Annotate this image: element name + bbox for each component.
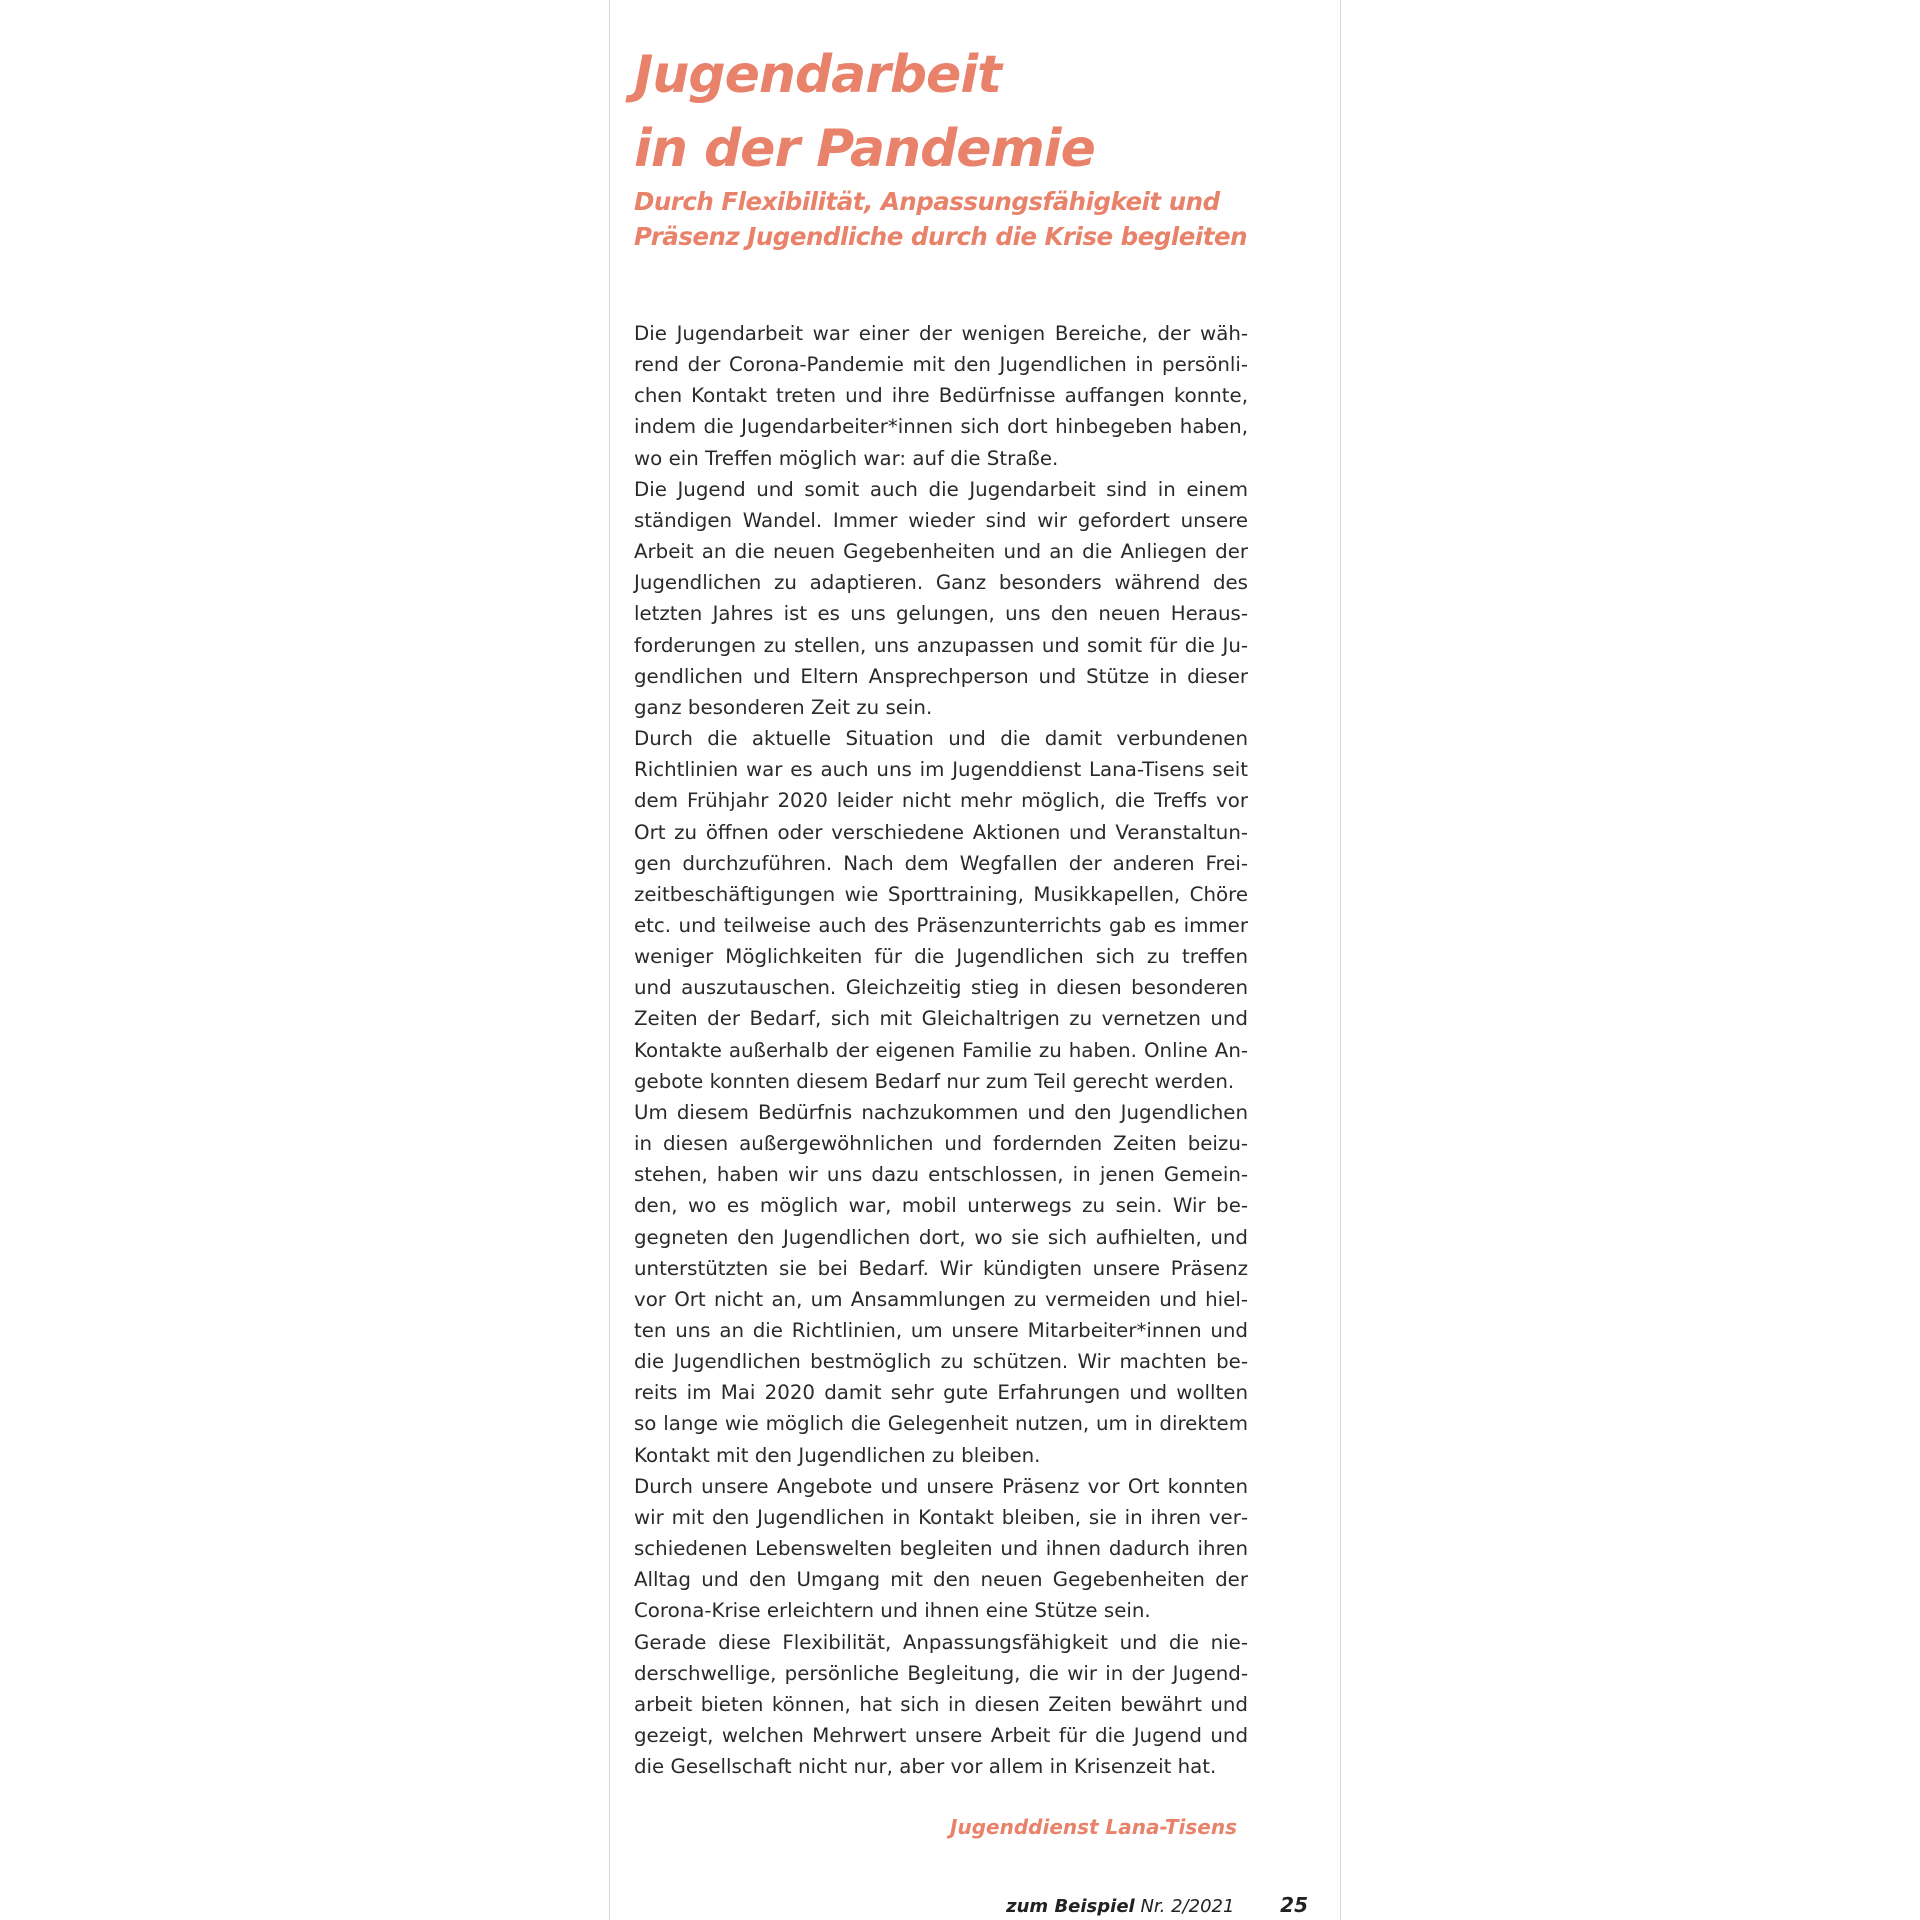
body-paragraph: Die Jugend und somit auch die Jugendarbeit sind in einem ständigen Wandel. Immer wieder sind wir gefordert unsere Arbeit an die neuen Gegebenheiten und an die Anliegen der Jugendlichen zu adaptieren. Ganz besonders während des letzten Jahres ist es uns gelungen, uns den neuen Herausforderungen zu stellen, uns anzupassen und somit für die Jugendlichen und Eltern Ansprechperson und Stütze in dieser ganz besonderen Zeit zu sein. [634,477,1248,719]
body-paragraph: Die Jugendarbeit war einer der wenigen Bereiche, der während der Corona-Pandemie mit den Jugendlichen in persönlichen Kontakt treten und ihre Bedürfnisse auffangen konnte, indem die Jugendarbeiter*innen sich dort hinbegeben haben, wo ein Treffen möglich war: auf die Straße. [634,322,1248,470]
body-paragraph: Um diesem Bedürfnis nachzukommen und den Jugendlichen in diesen außergewöhnlichen und fordernden Zeiten beizustehen, haben wir uns dazu entschlossen, in jenen Gemeinden, wo es möglich war, mobil unterwegs zu sein. Wir begegneten den Jugendlichen dort, wo sie sich aufhielten, und unterstützten sie bei Bedarf. Wir kündigten unsere Präsenz vor Ort nicht an, um Ansammlungen zu vermeiden und hielten uns an die Richtlinien, um unsere Mitarbeiter*innen und die Jugendlichen bestmöglich zu schützen. Wir machten bereits im Mai 2020 damit sehr gute Erfahrungen und wollten so lange wie möglich die Gelegenheit nutzen, um in direktem Kontakt mit den Jugendlichen zu bleiben. [634,1100,1248,1467]
article-subtitle-line-2: Präsenz Jugendliche durch die Krise begleiten [634,222,1248,251]
body-paragraph: Gerade diese Flexibilität, Anpassungsfähigkeit und die niederschwellige, persönliche Begleitung, die wir in der Jugendarbeit bieten können, hat sich in diesen Zeiten bewährt und gezeigt, welchen Mehrwert unsere Arbeit für die Jugend und die Gesellschaft nicht nur, aber vor allem in Krisenzeit hat. [634,1630,1248,1779]
magazine-issue: Nr. 2/2021 [1140,1896,1235,1917]
article-subtitle-line-1: Durch Flexibilität, Anpassungsfähigkeit und [634,187,1220,216]
article-author: Jugenddienst Lana-Tisens [950,1815,1237,1839]
article-title [634,38,1095,186]
body-paragraph: Durch unsere Angebote und unsere Präsenz vor Ort konnten wir mit den Jugendlichen in Kontakt bleiben, sie in ihren verschiedenen Lebenswelten begleiten und ihnen dadurch ihren Alltag und den Umgang mit den neuen Gegebenheiten der Corona-Krise erleichtern und ihnen eine Stütze sein. [634,1474,1248,1623]
body-paragraph: Durch die aktuelle Situation und die damit verbundenen Richtlinien war es auch uns im Jugenddienst Lana-Tisens seit dem Frühjahr 2020 leider nicht mehr möglich, die Treffs vor Ort zu öffnen oder verschiedene Aktionen und Veranstaltungen durchzuführen. Nach dem Wegfallen der anderen Freizeitbeschäftigungen wie Sporttraining, Musikkapellen, Chöre etc. und teilweise auch des Präsenzunterrichts gab es immer weniger Möglichkeiten für die Jugendlichen sich zu treffen und auszutauschen. Gleichzeitig stieg in diesen besonderen Zeiten der Bedarf, sich mit Gleichaltrigen zu vernetzen und Kontakte außerhalb der eigenen Familie zu haben. Online Angebote konnten diesem Bedarf nur zum Teil gerecht werden. [634,727,1248,1093]
article-title-line-2: in der Pandemie [634,119,1095,179]
article-body [634,318,1248,1782]
magazine-page [609,0,1341,1920]
article-title-line-1: Jugendarbeit [634,45,1002,105]
page-footer [1006,1892,1308,1920]
page-number: 25 [1280,1893,1308,1917]
magazine-name: zum Beispiel [1006,1896,1135,1917]
article-subtitle [634,184,1247,254]
